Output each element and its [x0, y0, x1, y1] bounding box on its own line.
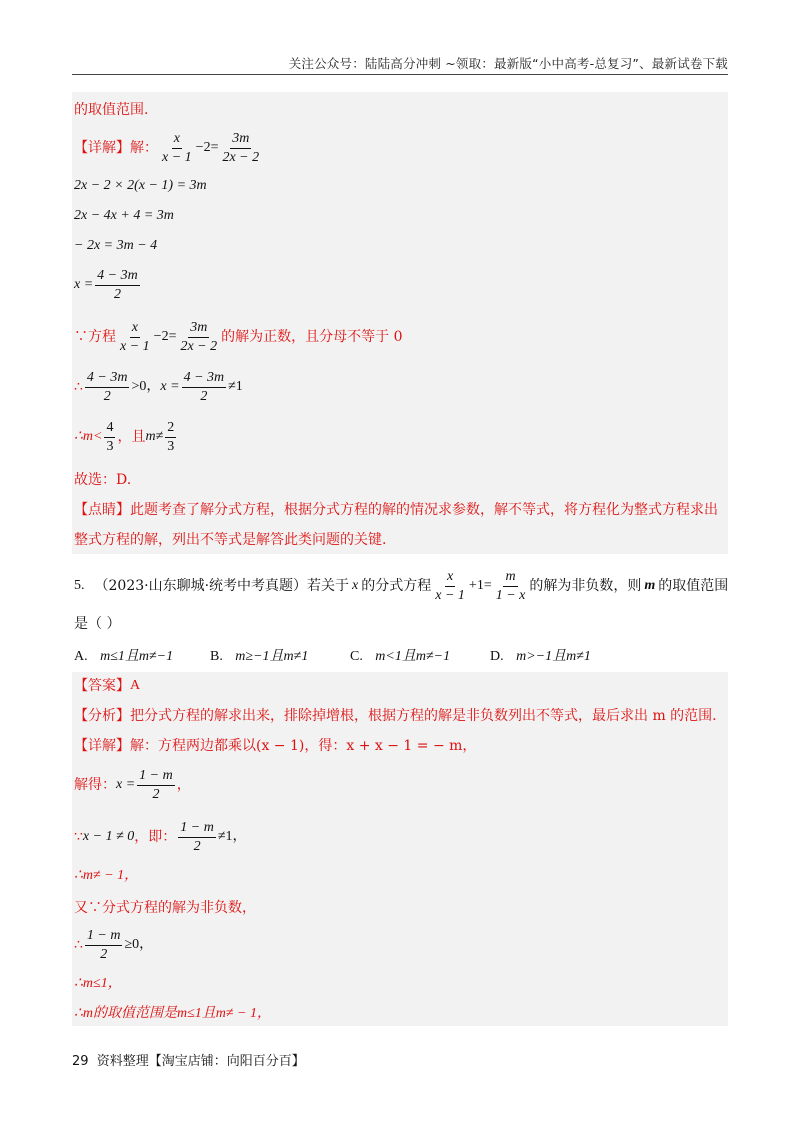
therefore1-num-a: 4 − 3m: [85, 370, 130, 388]
q4-step4: [74, 266, 726, 304]
q5-eq-lhs-frac: [433, 569, 467, 604]
q5-eq-num-r: m: [503, 569, 517, 587]
page-footer: [72, 1050, 305, 1069]
comment-line1: 此题考查了解分式方程，根据分式方程的解的情况求参数，解不等式，将方程化为整式方程求出: [130, 502, 718, 518]
q5-ineq: [74, 926, 726, 964]
therefore1-den-b: 2: [200, 388, 208, 404]
therefore2-n1: 4: [104, 420, 115, 438]
cond1-num: 1 − m: [178, 820, 216, 838]
q5-answer: [74, 676, 726, 696]
q5-cond1: [74, 818, 726, 856]
q5-detail1-text: 解：方程两边都乘以(x − 1)，得：x + x − 1 = − m，: [130, 738, 477, 754]
ineq-frac: [85, 928, 123, 963]
because-post: 的解为正数，且分母不等于 0: [221, 329, 403, 345]
q5-detail-tag: 【详解】: [74, 738, 130, 754]
ineq-pre: ∴: [74, 937, 83, 953]
therefore2-pre: ∴m<: [74, 429, 103, 444]
option-b-text: m≥−1且m≠1: [235, 649, 309, 664]
q5-stem-line2: 是（ ）: [74, 616, 121, 632]
q4-step3: − 2x = 3m − 4: [74, 238, 158, 253]
because-lhs-num: x: [130, 320, 140, 338]
eq0-rhs-frac: [220, 131, 261, 166]
q5-source: （2023·山东聊城·统考中考真题）: [94, 578, 308, 594]
cond1-frac: [178, 820, 216, 855]
option-a-text: m≤1且m≠−1: [100, 649, 174, 664]
q5-number: 5.: [74, 578, 85, 593]
step4-den: 2: [113, 286, 121, 302]
answer-value: A: [130, 678, 141, 693]
q5-stem-post: 的解为非负数，则: [529, 578, 642, 594]
eq0-rhs-den: 2x − 2: [222, 149, 260, 165]
q5-stem-m: m: [644, 578, 656, 593]
cond1-mid: ，即：: [134, 829, 177, 845]
option-a-label: A.: [74, 649, 88, 664]
q5-analysis: [74, 706, 726, 726]
q4-range-tail: [74, 100, 726, 120]
q5-detail1: [74, 736, 726, 756]
q5-stem-mid: 的分式方程: [361, 578, 432, 594]
solve-num: 1 − m: [137, 768, 175, 786]
eq0-lhs-den: x − 1: [162, 149, 192, 165]
answer-tag: 【答案】: [74, 678, 130, 694]
q5-final: ∴m的取值范围是m≤1且m≠ − 1，: [74, 1006, 272, 1021]
q4-therefore1: [74, 368, 726, 406]
cond1-math: x − 1 ≠ 0: [82, 829, 135, 844]
therefore2-d1: 3: [106, 438, 114, 454]
eq0-rhs-num: 3m: [230, 131, 251, 149]
q4-because-line: [74, 318, 726, 356]
analysis-text: 把分式方程的解求出来，排除掉增根，根据方程的解是非负数列出不等式，最后求出 m 的范围.: [130, 708, 717, 724]
cond1-end: ≠1，: [217, 829, 247, 844]
q4-step2: 2x − 4x + 4 = 3m: [74, 208, 174, 223]
option-c-label: C.: [350, 649, 363, 664]
analysis-tag: 【分析】: [74, 708, 130, 724]
q5-again: 又∵分式方程的解为非负数，: [74, 900, 256, 916]
therefore1-x: x =: [160, 379, 180, 394]
solve-x: x =: [116, 777, 136, 792]
step4-num: 4 − 3m: [95, 268, 140, 286]
eq0-lhs-num: x: [172, 131, 182, 149]
q5-options: [74, 646, 726, 667]
eq0-minus: −2=: [195, 140, 219, 155]
q5-stem-end: 的取值范围: [658, 578, 729, 594]
therefore1-den-a: 2: [103, 388, 111, 404]
therefore2-frac-b: [165, 420, 176, 455]
option-d-label: D.: [490, 649, 504, 664]
q4-comment-line1: [74, 500, 726, 520]
because-lhs-frac: [118, 320, 152, 355]
range-tail-text: 的取值范围.: [74, 102, 149, 118]
q5-stem-line1: [74, 566, 729, 606]
q4-step1: 2x − 2 × 2(x − 1) = 3m: [74, 178, 207, 193]
because-mid: −2=: [153, 329, 177, 344]
eq0-lhs-frac: [160, 131, 194, 166]
solve-frac: [137, 768, 175, 803]
detail-tag: 【详解】解：: [74, 140, 158, 156]
option-a: [74, 646, 210, 667]
therefore1-gt: >0，: [131, 379, 161, 394]
cond1-den: 2: [193, 838, 201, 854]
because-rhs-den: 2x − 2: [180, 338, 218, 354]
therefore2-m: m≠: [145, 429, 164, 444]
q5-eq-num-l: x: [445, 569, 455, 587]
because-rhs-num: 3m: [188, 320, 209, 338]
header-rule: [72, 74, 728, 75]
ineq-end: ≥0，: [124, 937, 154, 952]
because-lhs-den: x − 1: [120, 338, 150, 354]
therefore1-frac-b: [182, 370, 227, 405]
therefore1-ne: ≠1: [228, 379, 243, 394]
therefore1-num-b: 4 − 3m: [182, 370, 227, 388]
option-d-text: m>−1且m≠1: [516, 649, 591, 664]
therefore2-and: ，且: [117, 429, 146, 445]
q4-comment-line2: 整式方程的解，列出不等式是解答此类问题的关键.: [74, 532, 387, 548]
q5-eq-den-l: x − 1: [435, 587, 465, 603]
therefore1-pre: ∴: [74, 379, 83, 395]
step4-frac: [95, 268, 140, 303]
therefore2-frac-a: [104, 420, 115, 455]
ineq-den: 2: [100, 946, 108, 962]
q5-res1: ∴m≠ − 1，: [74, 868, 139, 883]
comment-tag: 【点睛】: [74, 502, 130, 518]
q4-choice: 故选：D.: [74, 472, 132, 488]
solve-pre: 解得：: [74, 777, 116, 793]
because-pre: ∵方程: [74, 329, 116, 345]
option-c: [350, 646, 490, 667]
therefore1-frac-a: [85, 370, 130, 405]
q5-eq-rhs-frac: [494, 569, 528, 604]
q5-solve: [74, 766, 726, 804]
q5-eq-den-r: 1 − x: [495, 587, 526, 603]
option-b-label: B.: [210, 649, 223, 664]
option-c-text: m<1且m≠−1: [375, 649, 451, 664]
q5-eq-plus: +1=: [468, 578, 492, 593]
q5-res2: ∴m≤1，: [74, 976, 122, 991]
cond1-pre: ∵: [74, 829, 83, 845]
q5-stem-pre: 若关于: [307, 578, 350, 594]
page-header: 关注公众号：陆陆高分冲刺 ~领取：最新版“小中高考-总复习”、最新试卷下载: [288, 56, 728, 71]
solve-den: 2: [152, 786, 160, 802]
solve-end: ，: [176, 777, 191, 793]
q4-detail-line: [74, 130, 726, 166]
therefore2-n2: 2: [165, 420, 176, 438]
q5-stem-var: x: [352, 578, 359, 593]
q4-therefore2: [74, 418, 726, 456]
because-rhs-frac: [178, 320, 219, 355]
footer-text: 资料整理【淘宝店铺：向阳百分百】: [96, 1054, 305, 1069]
step4-lhs: x =: [74, 277, 94, 292]
option-d: [490, 646, 591, 667]
therefore2-d2: 3: [167, 438, 175, 454]
ineq-num: 1 − m: [85, 928, 123, 946]
page-number: 29: [72, 1054, 89, 1069]
option-b: [210, 646, 350, 667]
